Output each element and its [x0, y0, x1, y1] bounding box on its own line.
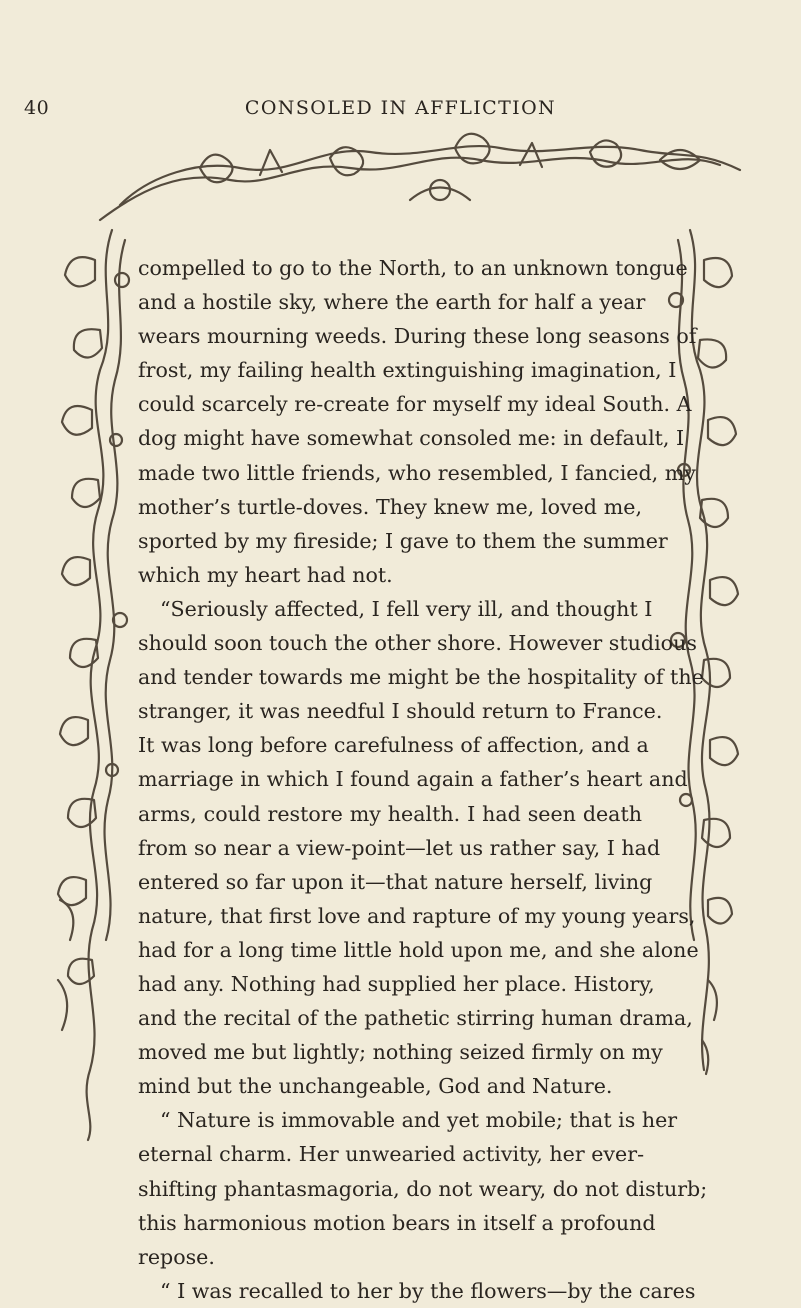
text-line: arms, could restore my health. I had seen death: [138, 801, 642, 826]
text-line: should soon touch the other shore. However studious: [138, 631, 697, 656]
text-line: and tender towards me might be the hospitality of the: [138, 665, 704, 690]
text-line: “ I was recalled to her by the flowers—by the cares: [160, 1278, 696, 1303]
text-line: “ Nature is immovable and yet mobile; that is her: [160, 1108, 678, 1133]
text-line: wears mourning weeds. During these long seasons of: [138, 324, 697, 349]
text-line: shifting phantasmagoria, do not weary, do not disturb;: [138, 1176, 708, 1201]
body-text: [138, 251, 708, 1308]
text-line: moved me but lightly; nothing seized firmly on my: [138, 1040, 663, 1065]
text-line: had for a long time little hold upon me, and she alone: [138, 937, 699, 962]
text-line: nature, that first love and rapture of my young years,: [138, 903, 696, 928]
text-line: and a hostile sky, where the earth for half a year: [138, 290, 646, 315]
text-line: and the recital of the pathetic stirring human drama,: [138, 1006, 693, 1031]
text-line: mother’s turtle-doves. They knew me, loved me,: [138, 494, 642, 519]
text-line: eternal charm. Her unwearied activity, her ever-: [138, 1142, 645, 1167]
text-line: repose.: [138, 1244, 215, 1269]
text-line: made two little friends, who resembled, I fancied, my: [138, 460, 696, 485]
text-line: which my heart had not.: [138, 562, 393, 587]
text-line: had any. Nothing had supplied her place. History,: [138, 971, 655, 996]
text-line: stranger, it was needful I should return to France.: [138, 699, 663, 724]
text-line: sported by my fireside; I gave to them the summer: [138, 528, 668, 553]
text-line: could scarcely re-create for myself my ideal South. A: [138, 392, 692, 417]
text-line: from so near a view-point—let us rather say, I had: [138, 835, 661, 860]
text-line: entered so far upon it—that nature herself, living: [138, 869, 653, 894]
text-line: this harmonious motion bears in itself a profound: [138, 1210, 656, 1235]
text-line: It was long before carefulness of affection, and a: [138, 733, 649, 758]
text-line: mind but the unchangeable, God and Nature.: [138, 1074, 613, 1099]
page-number: 40: [24, 97, 50, 119]
text-line: frost, my failing health extinguishing imagination, I: [138, 358, 677, 383]
text-line: marriage in which I found again a father’s heart and: [138, 767, 688, 792]
running-header: CONSOLED IN AFFLICTION: [244, 97, 557, 119]
text-line: dog might have somewhat consoled me: in default, I: [138, 426, 685, 451]
text-line: compelled to go to the North, to an unknown tongue: [138, 256, 688, 280]
text-line: “Seriously affected, I fell very ill, and thought I: [160, 596, 653, 621]
